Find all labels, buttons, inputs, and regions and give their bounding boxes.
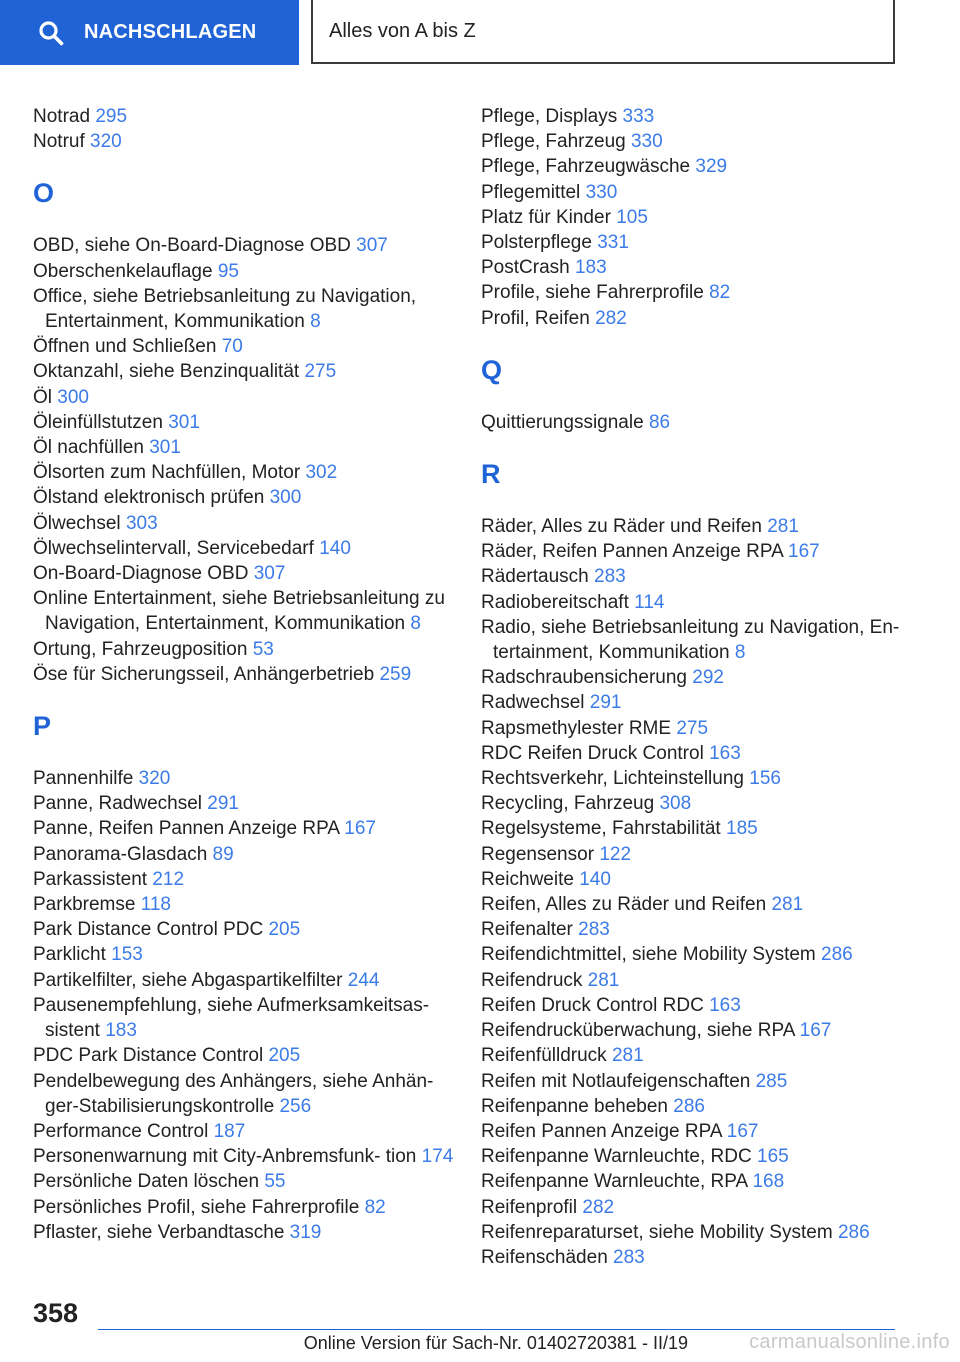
- index-letter-heading: R: [481, 459, 501, 490]
- index-entry: [33, 359, 463, 384]
- index-entry: [481, 230, 911, 255]
- page-link[interactable]: 300: [269, 487, 302, 509]
- page-link[interactable]: 212: [152, 868, 185, 890]
- page-link[interactable]: 185: [726, 818, 758, 840]
- index-term: Reifen mit Notlaufeigenschaften: [481, 1070, 751, 1092]
- page-link[interactable]: 8: [410, 613, 421, 635]
- index-term: Platz für Kinder: [481, 206, 611, 228]
- index-entry: [481, 791, 911, 816]
- page-title: Alles von A bis Z: [311, 0, 895, 64]
- index-entry: [481, 1069, 911, 1094]
- index-term: Regelsysteme, Fahrstabilität: [481, 818, 721, 840]
- page-link[interactable]: 301: [149, 437, 181, 459]
- index-entry: [33, 385, 463, 410]
- index-entry: [33, 284, 463, 334]
- page-link[interactable]: 307: [253, 563, 286, 585]
- index-term: PDC Park Distance Control: [33, 1045, 264, 1067]
- index-entry: [481, 1195, 911, 1220]
- index-entry: [481, 741, 911, 766]
- index-entry: [481, 410, 911, 435]
- page-number: 358: [33, 1298, 79, 1328]
- index-entry: [33, 1169, 463, 1194]
- index-term: Parklicht: [33, 944, 106, 966]
- index-entry: [481, 280, 911, 305]
- index-entry: [33, 259, 463, 284]
- index-term: Räder, Reifen Pannen Anzeige RPA: [481, 541, 783, 563]
- index-entry: [33, 410, 463, 435]
- search-icon: [38, 20, 64, 46]
- index-entry: [33, 511, 463, 536]
- index-entry: [481, 590, 911, 615]
- index-term: Reifen Pannen Anzeige RPA: [481, 1120, 722, 1142]
- index-entry: [481, 129, 911, 154]
- index-entry: [481, 306, 911, 331]
- index-entry: [481, 1119, 911, 1144]
- page-link[interactable]: 320: [138, 768, 171, 790]
- index-term: Regensensor: [481, 843, 595, 865]
- page-link[interactable]: 70: [221, 336, 243, 358]
- page-link[interactable]: 259: [379, 663, 412, 685]
- index-entry: [481, 1144, 911, 1169]
- page-link[interactable]: 174: [421, 1146, 454, 1168]
- index-term: Rechtsverkehr, Lichteinstellung: [481, 768, 744, 790]
- page-link[interactable]: 55: [264, 1171, 286, 1193]
- index-entry: [33, 435, 463, 460]
- page-link[interactable]: 163: [709, 994, 741, 1016]
- index-term: Öl: [33, 386, 52, 408]
- index-entry: [33, 536, 463, 561]
- page-link[interactable]: 183: [105, 1020, 137, 1042]
- page-link[interactable]: 118: [140, 894, 171, 916]
- index-term: On-Board-Diagnose OBD: [33, 563, 249, 585]
- index-term: Radiobereitschaft: [481, 591, 629, 613]
- page-link[interactable]: 156: [749, 768, 781, 790]
- index-entry: [481, 892, 911, 917]
- index-entry: [481, 665, 911, 690]
- page-link[interactable]: 329: [695, 156, 728, 178]
- index-entry: [33, 233, 463, 258]
- index-term: Ölstand elektronisch prüfen: [33, 487, 265, 509]
- index-term: Profil, Reifen: [481, 307, 590, 329]
- index-term: Ortung, Fahrzeugposition: [33, 638, 248, 660]
- index-term: Polsterpflege: [481, 232, 592, 254]
- index-entry: [33, 129, 463, 154]
- page-link[interactable]: 86: [648, 411, 671, 433]
- index-entry: [33, 867, 463, 892]
- index-entry: [33, 104, 463, 129]
- index-entry: [33, 1069, 463, 1119]
- page-link[interactable]: 140: [319, 537, 351, 559]
- index-entry: [33, 334, 463, 359]
- index-entry: [481, 942, 911, 967]
- online-version-note: Online Version für Sach-Nr. 01402720381 - II/19: [303, 1333, 688, 1353]
- page-link[interactable]: 183: [574, 257, 607, 279]
- index-term: Ölsorten zum Nachfüllen, Motor: [33, 462, 301, 484]
- index-entry: [481, 514, 911, 539]
- index-column-left: [33, 104, 463, 1245]
- index-term: Performance Control: [33, 1120, 209, 1142]
- index-entry: [481, 993, 911, 1018]
- index-term: Reifenpanne beheben: [481, 1095, 669, 1117]
- tab-label: NACHSCHLAGEN: [84, 21, 257, 43]
- page-link[interactable]: 89: [212, 843, 234, 865]
- index-term: Pflegemittel: [481, 181, 581, 203]
- index-term: Parkassistent: [33, 868, 148, 890]
- page-link[interactable]: 281: [587, 969, 620, 991]
- index-entry: [481, 917, 911, 942]
- index-term: Rapsmethylester RME: [481, 717, 672, 739]
- index-entry: [33, 637, 463, 662]
- index-entry: [33, 561, 463, 586]
- index-entry: [33, 460, 463, 485]
- index-entry: [33, 1119, 463, 1144]
- page-link[interactable]: 8: [734, 642, 746, 664]
- page-link[interactable]: 330: [585, 181, 618, 203]
- index-entry: [33, 1043, 463, 1068]
- index-entry: [481, 968, 911, 993]
- index-entry: [481, 690, 911, 715]
- index-term: Reifendichtmittel, siehe Mobility System: [481, 944, 816, 966]
- page-link[interactable]: 168: [752, 1171, 785, 1193]
- index-term: Reifendrucküberwachung, siehe RPA: [481, 1020, 795, 1042]
- page-link[interactable]: 163: [709, 742, 741, 764]
- index-term: Profile, siehe Fahrerprofile: [481, 282, 704, 304]
- index-term: Pendelbewegung des Anhängers, siehe Anhän- ger-Stabilisierungskontrolle: [33, 1070, 434, 1117]
- index-term: Reifendruck: [481, 969, 583, 991]
- index-entry: [481, 255, 911, 280]
- index-term: Partikelfilter, siehe Abgaspartikelfilter: [33, 969, 343, 991]
- page-link[interactable]: 307: [356, 235, 388, 257]
- index-entry: [481, 1220, 911, 1245]
- index-entry: [481, 205, 911, 230]
- index-term: Park Distance Control PDC: [33, 919, 264, 941]
- index-term: Ölwechsel: [33, 512, 121, 534]
- index-term: Rädertausch: [481, 566, 589, 588]
- index-term: Office, siehe Betriebsanleitung zu Navigation, Entertainment, Kommunikation: [33, 285, 417, 333]
- index-letter-heading: P: [33, 711, 52, 742]
- page-link[interactable]: 140: [579, 868, 611, 890]
- page-link[interactable]: 283: [594, 566, 626, 588]
- nachschlagen-tab[interactable]: [0, 0, 299, 65]
- index-term: Reifenpanne Warnleuchte, RPA: [481, 1171, 748, 1193]
- page-link[interactable]: 320: [90, 131, 122, 153]
- index-term: Pflege, Fahrzeugwäsche: [481, 156, 691, 178]
- index-term: PostCrash: [481, 257, 570, 279]
- index-term: Räder, Alles zu Räder und Reifen: [481, 516, 762, 538]
- page-link[interactable]: 114: [634, 591, 665, 613]
- index-letter-heading: Q: [481, 354, 503, 385]
- index-entry: [33, 993, 463, 1043]
- index-entry: [33, 1144, 463, 1169]
- index-term: Persönliche Daten löschen: [33, 1171, 260, 1193]
- page-link[interactable]: 122: [599, 843, 632, 865]
- index-entry: [481, 615, 911, 665]
- index-term: Reifenfülldruck: [481, 1045, 607, 1067]
- page-link[interactable]: 319: [289, 1221, 322, 1243]
- index-term: Notrad: [33, 106, 91, 127]
- page-link[interactable]: 82: [364, 1196, 386, 1218]
- index-term: Reifenschäden: [481, 1246, 608, 1268]
- watermark: carmanualsonline.info: [749, 1331, 950, 1353]
- page-link[interactable]: 303: [125, 512, 158, 534]
- index-entry: [33, 842, 463, 867]
- page-link[interactable]: 333: [622, 106, 655, 127]
- page-link[interactable]: 300: [57, 386, 89, 408]
- index-term: Pflege, Displays: [481, 106, 618, 127]
- index-entry: [481, 842, 911, 867]
- index-entry: [33, 586, 463, 636]
- index-term: Radschraubensicherung: [481, 667, 687, 689]
- footer-divider: [98, 1329, 895, 1330]
- index-entry: [33, 485, 463, 510]
- page-link[interactable]: 308: [659, 793, 692, 815]
- index-entry: [33, 766, 463, 791]
- page-link[interactable]: 281: [611, 1045, 644, 1067]
- index-term: Oberschenkelauflage: [33, 260, 213, 282]
- page-link[interactable]: 53: [252, 638, 274, 660]
- index-term: Ölwechselintervall, Servicebedarf: [33, 537, 314, 559]
- page-link[interactable]: 285: [755, 1070, 788, 1092]
- index-entry: [33, 662, 463, 687]
- page-link[interactable]: 205: [268, 1045, 301, 1067]
- index-entry: [481, 1245, 911, 1270]
- index-term: Parkbremse: [33, 894, 136, 916]
- index-column-right: [481, 104, 911, 1270]
- index-entry: [33, 1195, 463, 1220]
- page-link[interactable]: 301: [168, 411, 200, 433]
- index-term: Reichweite: [481, 868, 574, 890]
- index-entry: [481, 539, 911, 564]
- index-term: Quittierungssignale: [481, 411, 644, 433]
- index-term: Radwechsel: [481, 692, 585, 714]
- page-link[interactable]: 302: [305, 462, 338, 484]
- page-link[interactable]: 295: [95, 106, 128, 127]
- index-entry: [481, 154, 911, 179]
- page-link[interactable]: 105: [616, 206, 648, 228]
- page-link[interactable]: 244: [347, 969, 380, 991]
- index-term: Reifen, Alles zu Räder und Reifen: [481, 894, 767, 916]
- page-link[interactable]: 167: [726, 1120, 759, 1142]
- index-term: Öse für Sicherungsseil, Anhängerbetrieb: [33, 663, 375, 685]
- index-term: Öl nachfüllen: [33, 437, 144, 459]
- index-entry: [481, 1169, 911, 1194]
- index-term: Panorama-Glasdach: [33, 843, 208, 865]
- page-link[interactable]: 291: [207, 793, 239, 815]
- page-link[interactable]: 82: [709, 282, 731, 304]
- index-term: Reifenprofil: [481, 1196, 578, 1218]
- page-link[interactable]: 275: [676, 717, 709, 739]
- page-link[interactable]: 331: [597, 232, 629, 254]
- index-entry: [481, 1018, 911, 1043]
- page-link[interactable]: 153: [111, 944, 143, 966]
- page-link[interactable]: 167: [344, 818, 376, 840]
- page-link[interactable]: 187: [213, 1120, 246, 1142]
- index-term: Persönliches Profil, siehe Fahrerprofile: [33, 1196, 360, 1218]
- page-link[interactable]: 167: [788, 541, 820, 563]
- page-link[interactable]: 281: [767, 516, 799, 538]
- index-entry: [33, 968, 463, 993]
- index-term: Panne, Reifen Pannen Anzeige RPA: [33, 818, 339, 840]
- index-entry: [33, 1220, 463, 1245]
- page-link[interactable]: 205: [268, 919, 301, 941]
- page-link[interactable]: 256: [279, 1095, 312, 1117]
- index-term: Personenwarnung mit City-Anbremsfunk- tion: [33, 1146, 417, 1168]
- index-entry: [481, 867, 911, 892]
- index-term: Pannenhilfe: [33, 768, 134, 790]
- index-term: Pflaster, siehe Verbandtasche: [33, 1221, 285, 1243]
- index-entry: [481, 564, 911, 589]
- index-term: Panne, Radwechsel: [33, 793, 202, 815]
- page-link[interactable]: 286: [837, 1221, 870, 1243]
- index-entry: [33, 791, 463, 816]
- page-link[interactable]: 291: [589, 692, 622, 714]
- page-link[interactable]: 8: [310, 311, 321, 333]
- page-link[interactable]: 282: [595, 307, 627, 329]
- page-link[interactable]: 167: [799, 1020, 832, 1042]
- index-entry: [481, 180, 911, 205]
- index-entry: [33, 892, 463, 917]
- index-letter-heading: O: [33, 178, 55, 209]
- index-entry: [481, 1094, 911, 1119]
- index-term: Öleinfüllstutzen: [33, 411, 163, 433]
- index-entry: [481, 816, 911, 841]
- index-term: Reifenreparaturset, siehe Mobility System: [481, 1221, 833, 1243]
- index-term: Online Entertainment, siehe Betriebsanleitung zu Navigation, Entertainment, Kommunikation: [33, 588, 445, 635]
- page-link[interactable]: 286: [821, 944, 853, 966]
- index-term: Pflege, Fahrzeug: [481, 131, 626, 153]
- page-link[interactable]: 330: [630, 131, 663, 153]
- page-link[interactable]: 283: [613, 1246, 645, 1268]
- index-term: Reifenpanne Warnleuchte, RDC: [481, 1146, 752, 1168]
- index-term: RDC Reifen Druck Control: [481, 742, 704, 764]
- page-link[interactable]: 275: [304, 361, 337, 383]
- index-term: Pausenempfehlung, siehe Aufmerksamkeitsas- sistent: [33, 994, 430, 1042]
- index-term: Radio, siehe Betriebsanleitung zu Navigation, En- tertainment, Kommunikation: [481, 616, 900, 664]
- page-link[interactable]: 283: [578, 919, 610, 941]
- index-entry: [481, 104, 911, 129]
- index-entry: [33, 816, 463, 841]
- index-term: Reifenalter: [481, 919, 573, 941]
- index-term: OBD, siehe On-Board-Diagnose OBD: [33, 235, 351, 257]
- index-term: Recycling, Fahrzeug: [481, 793, 655, 815]
- page-link[interactable]: 165: [757, 1146, 789, 1168]
- index-entry: [481, 766, 911, 791]
- index-entry: [33, 942, 463, 967]
- page-link[interactable]: 282: [582, 1196, 615, 1218]
- index-entry: [33, 917, 463, 942]
- index-term: Reifen Druck Control RDC: [481, 994, 704, 1016]
- page-link[interactable]: 281: [771, 894, 804, 916]
- index-term: Oktanzahl, siehe Benzinqualität: [33, 361, 300, 383]
- index-entry: [481, 1043, 911, 1068]
- page-link[interactable]: 95: [217, 260, 239, 282]
- index-entry: [481, 716, 911, 741]
- index-term: Öffnen und Schließen: [33, 336, 217, 358]
- index-term: Notruf: [33, 131, 85, 153]
- page-link[interactable]: 292: [692, 667, 724, 689]
- page-link[interactable]: 286: [673, 1095, 705, 1117]
